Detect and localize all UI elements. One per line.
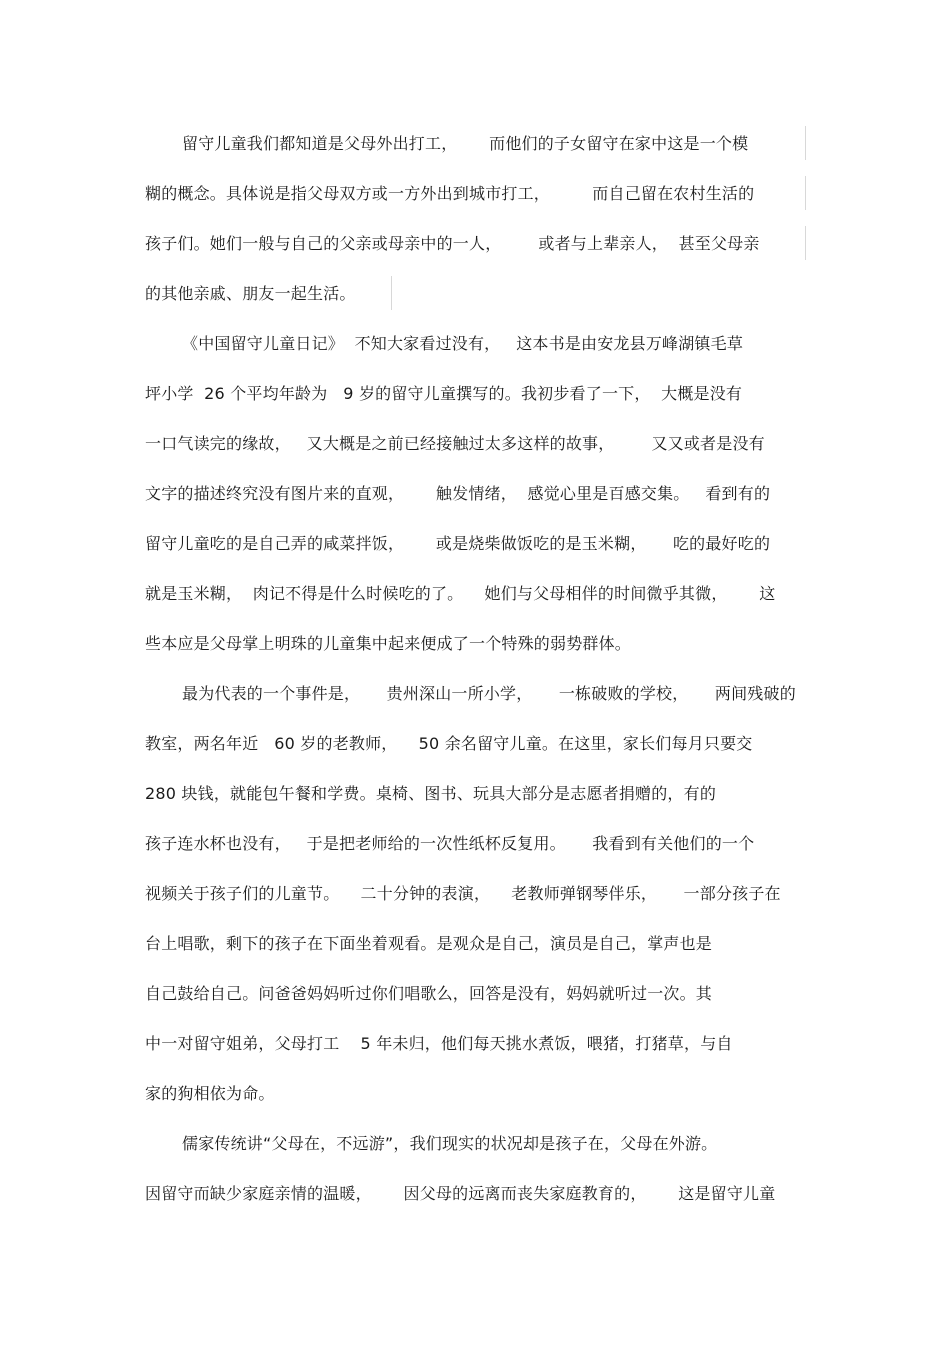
paragraph-3-line-9: 家的狗相依为命。 bbox=[145, 1084, 275, 1103]
paragraph-3-line-8: 中一对留守姐弟，父母打工 5 年未归，他们每天挑水煮饭，喂猪，打猪草，与自 bbox=[145, 1034, 733, 1053]
paragraph-3-line-1: 最为代表的一个事件是， 贵州深山一所小学， 一栋破败的学校， 两间残破的 bbox=[182, 684, 796, 703]
paragraph-3-line-2: 教室，两名年近 60 岁的老教师， 50 余名留守儿童。在这里，家长们每月只要交 bbox=[145, 734, 753, 753]
paragraph-2-line-2: 坪小学 26 个平均年龄为 9 岁的留守儿童撰写的。我初步看了一下， 大概是没有 bbox=[145, 384, 743, 403]
paragraph-2-line-1: 《中国留守儿童日记》 不知大家看过没有， 这本书是由安龙县万峰湖镇毛草 bbox=[182, 334, 744, 353]
paragraph-1-line-1: 留守儿童我们都知道是父母外出打工， 而他们的子女留守在家中这是一个模 bbox=[182, 134, 749, 153]
paragraph-3-line-4: 孩子连水杯也没有， 于是把老师给的一次性纸杯反复用。 我看到有关他们的一个 bbox=[145, 834, 755, 853]
paragraph-3-line-6: 台上唱歌，剩下的孩子在下面坐着观看。是观众是自己，演员是自己，掌声也是 bbox=[145, 934, 713, 953]
paragraph-2-line-4: 文字的描述终究没有图片来的直观， 触发情绪， 感觉心里是百感交集。 看到有的 bbox=[145, 484, 771, 503]
textbox-edge-mark bbox=[805, 126, 806, 160]
paragraph-4-line-1: 儒家传统讲“父母在，不远游”，我们现实的状况却是孩子在，父母在外游。 bbox=[182, 1134, 718, 1153]
textbox-edge-mark bbox=[805, 226, 806, 260]
paragraph-4-line-2: 因留守而缺少家庭亲情的温暖， 因父母的远离而丧失家庭教育的， 这是留守儿童 bbox=[145, 1184, 776, 1203]
paragraph-3-line-3: 280 块钱，就能包午餐和学费。桌椅、图书、玩具大部分是志愿者捐赠的，有的 bbox=[145, 784, 717, 803]
paragraph-1-line-3: 孩子们。她们一般与自己的父亲或母亲中的一人， 或者与上辈亲人， 甚至父母亲 bbox=[145, 234, 760, 253]
textbox-edge-mark bbox=[805, 176, 806, 210]
paragraph-3-line-5: 视频关于孩子们的儿童节。 二十分钟的表演， 老教师弹钢琴伴乐， 一部分孩子在 bbox=[145, 884, 781, 903]
paragraph-2-line-6: 就是玉米糊， 肉记不得是什么时候吃的了。 她们与父母相伴的时间微乎其微， 这 bbox=[145, 584, 776, 603]
paragraph-3-line-7: 自己鼓给自己。问爸爸妈妈听过你们唱歌么，回答是没有，妈妈就听过一次。其 bbox=[145, 984, 713, 1003]
paragraph-1-line-4: 的其他亲戚、朋友一起生活。 bbox=[145, 284, 356, 303]
paragraph-1-line-2: 糊的概念。具体说是指父母双方或一方外出到城市打工， 而自己留在农村生活的 bbox=[145, 184, 755, 203]
paragraph-2-line-7: 些本应是父母掌上明珠的儿童集中起来便成了一个特殊的弱势群体。 bbox=[145, 634, 632, 653]
paragraph-2-line-3: 一口气读完的缘故， 又大概是之前已经接触过太多这样的故事， 又又或者是没有 bbox=[145, 434, 765, 453]
textbox-edge-mark bbox=[391, 276, 392, 310]
paragraph-2-line-5: 留守儿童吃的是自己弄的咸菜拌饭， 或是烧柴做饭吃的是玉米糊， 吃的最好吃的 bbox=[145, 534, 771, 553]
